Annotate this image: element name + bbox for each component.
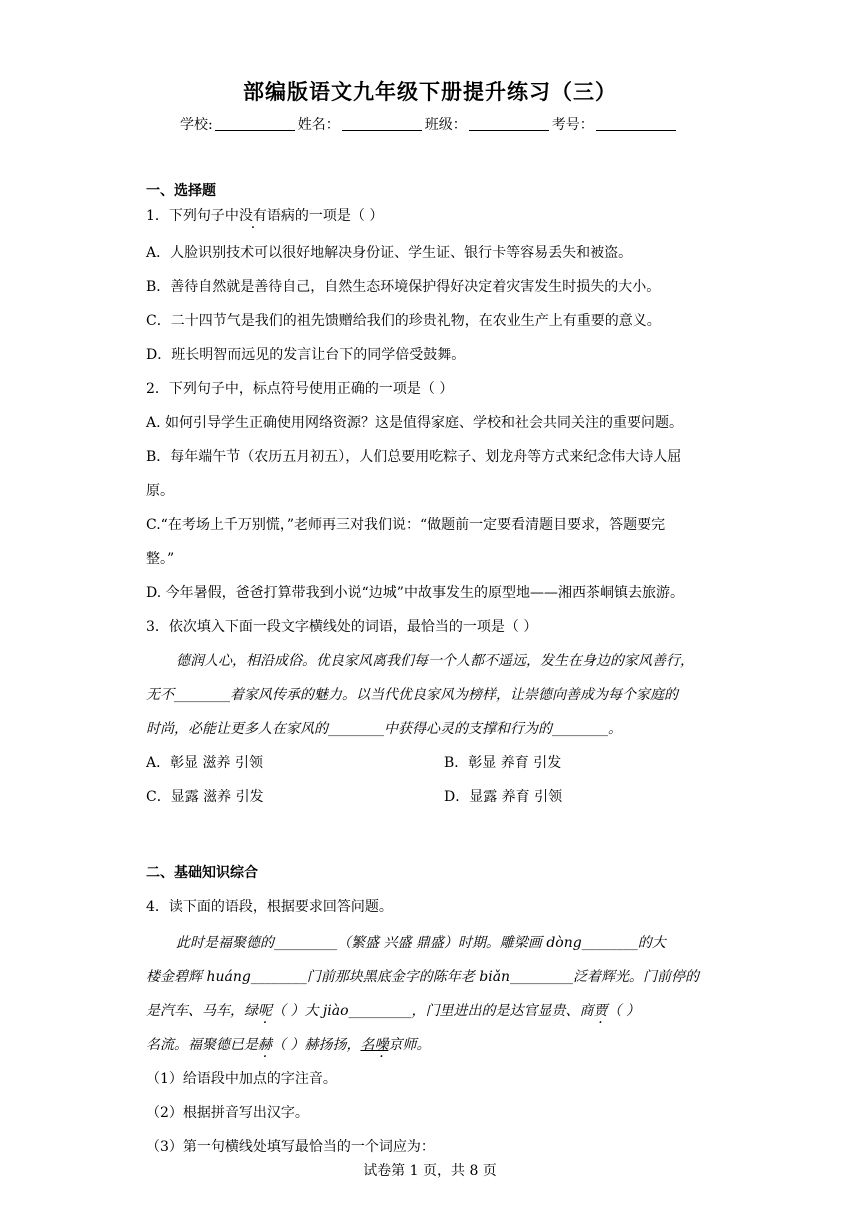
q4-passage-line4 [146, 1034, 430, 1054]
q4-dotted-ne: 呢 [258, 1003, 272, 1019]
q1-option-a: A．人脸识别技术可以很好地解决身份证、学生证、银行卡等容易丢失和被盗。 [146, 245, 633, 261]
q4-passage-line1: 此时是福聚德的_________（繁盛 兴盛 鼎盛）时期。雕梁画 dòng________的大 [176, 935, 666, 951]
q3-passage-line1: 德润人心，相沿成俗。优良家风离我们每一个人都不遥远，发生在身边的家风善行， [176, 653, 694, 669]
q1-stem-a: 1．下列句子中 [146, 208, 239, 224]
name-blank[interactable] [342, 116, 422, 131]
q4-dotted-zao: 噪 [374, 1037, 389, 1053]
q3-option-d: D．显露 养育 引领 [444, 789, 563, 805]
q1-stem-dotted: 没有 [238, 208, 267, 224]
q2-option-c-line1: C.“在考场上千万别慌，”老师再三对我们说：“做题前一定要看清题目要求，答题要完 [146, 517, 666, 533]
section-title-basics: 二、基础知识综合 [146, 865, 258, 881]
page-title: 部编版语文九年级下册提升练习（三） [243, 79, 617, 104]
q3-option-b: B．彰显 养育 引发 [444, 755, 562, 771]
q4-passage-line3 [146, 1000, 640, 1020]
q4-passage-line2: 楼金碧辉 huáng________门前那块黑底金字的陈年老 biǎn_________泛着辉光。门前停的 [146, 969, 700, 985]
q2-option-b-line2: 原。 [146, 483, 174, 499]
class-blank[interactable] [469, 116, 549, 131]
q1-option-d: D．班长明智而远见的发言让台下的同学倍受鼓舞。 [146, 347, 466, 363]
id-label: 考号： [551, 117, 594, 133]
q4-p3a: 是汽车、马车，绿 [146, 1003, 258, 1019]
page-footer: 试卷第 1 页，共 8 页 [363, 1163, 497, 1179]
q3-option-c: C．显露 滋养 引发 [146, 789, 264, 805]
school-blank[interactable] [215, 116, 295, 131]
q1-stem [146, 205, 383, 225]
q2-option-b-line1: B．每年端午节（农历五月初五），人们总要用吃粽子、划龙舟等方式来纪念伟大诗人屈 [146, 449, 682, 465]
q2-option-d: D. 今年暑假，爸爸打算带我到小说“边城”中故事发生的原型地——湘西茶峒镇去旅游。 [146, 585, 684, 601]
q4-p3b: （ ）大 jiào_________，门里进出的是达官显贵、商 [272, 1003, 594, 1019]
q4-sub1: （1）给语段中加点的字注音。 [146, 1071, 337, 1087]
q4-sub2: （2）根据拼音写出汉字。 [146, 1105, 309, 1121]
id-blank[interactable] [596, 116, 676, 131]
q1-stem-b: 语病的一项是（ ） [266, 208, 384, 224]
q4-sub3: （3）第一句横线处填写最恰当的一个词应为： [146, 1139, 435, 1155]
q4-dotted-gu: 贾 [593, 1003, 608, 1019]
q4-p4c: 京师。 [388, 1037, 431, 1053]
q4-p4b: （ ）赫扬扬， [272, 1037, 361, 1053]
student-info-row [180, 114, 679, 134]
school-label: 学校: [180, 117, 213, 133]
q3-passage-line2: 无不________着家风传承的魅力。以当代优良家风为榜样，让崇德向善成为每个家庭的 [146, 687, 678, 703]
q4-stem: 4．读下面的语段，根据要求回答问题。 [146, 899, 393, 915]
q1-option-b: B．善待自然就是善待自己，自然生态环境保护得好决定着灾害发生时损失的大小。 [146, 279, 661, 295]
q2-option-c-line2: 整。” [146, 551, 175, 567]
name-label: 姓名： [297, 117, 340, 133]
q2-stem: 2．下列句子中，标点符号使用正确的一项是（ ） [146, 381, 454, 397]
q4-dotted-he: 赫 [258, 1037, 272, 1053]
q1-option-c: C．二十四节气是我们的祖先馈赠给我们的珍贵礼物，在农业生产上有重要的意义。 [146, 313, 661, 329]
section-title-choice: 一、选择题 [146, 183, 216, 199]
q4-underlined-ming: 名 [360, 1037, 375, 1053]
q3-option-a: A．彰显 滋养 引领 [146, 755, 264, 771]
q3-passage-line3: 时尚，必能让更多人在家风的________中获得心灵的支撑和行为的________。 [146, 721, 622, 737]
q2-option-a: A. 如何引导学生正确使用网络资源？这是值得家庭、学校和社会共同关注的重要问题。 [146, 415, 684, 431]
class-label: 班级： [424, 117, 467, 133]
q4-p4a: 名流。福聚德已是 [146, 1037, 258, 1053]
q4-p3c: （ ） [607, 1003, 640, 1019]
q3-stem: 3．依次填入下面一段文字横线处的词语，最恰当的一项是（ ） [146, 619, 538, 635]
